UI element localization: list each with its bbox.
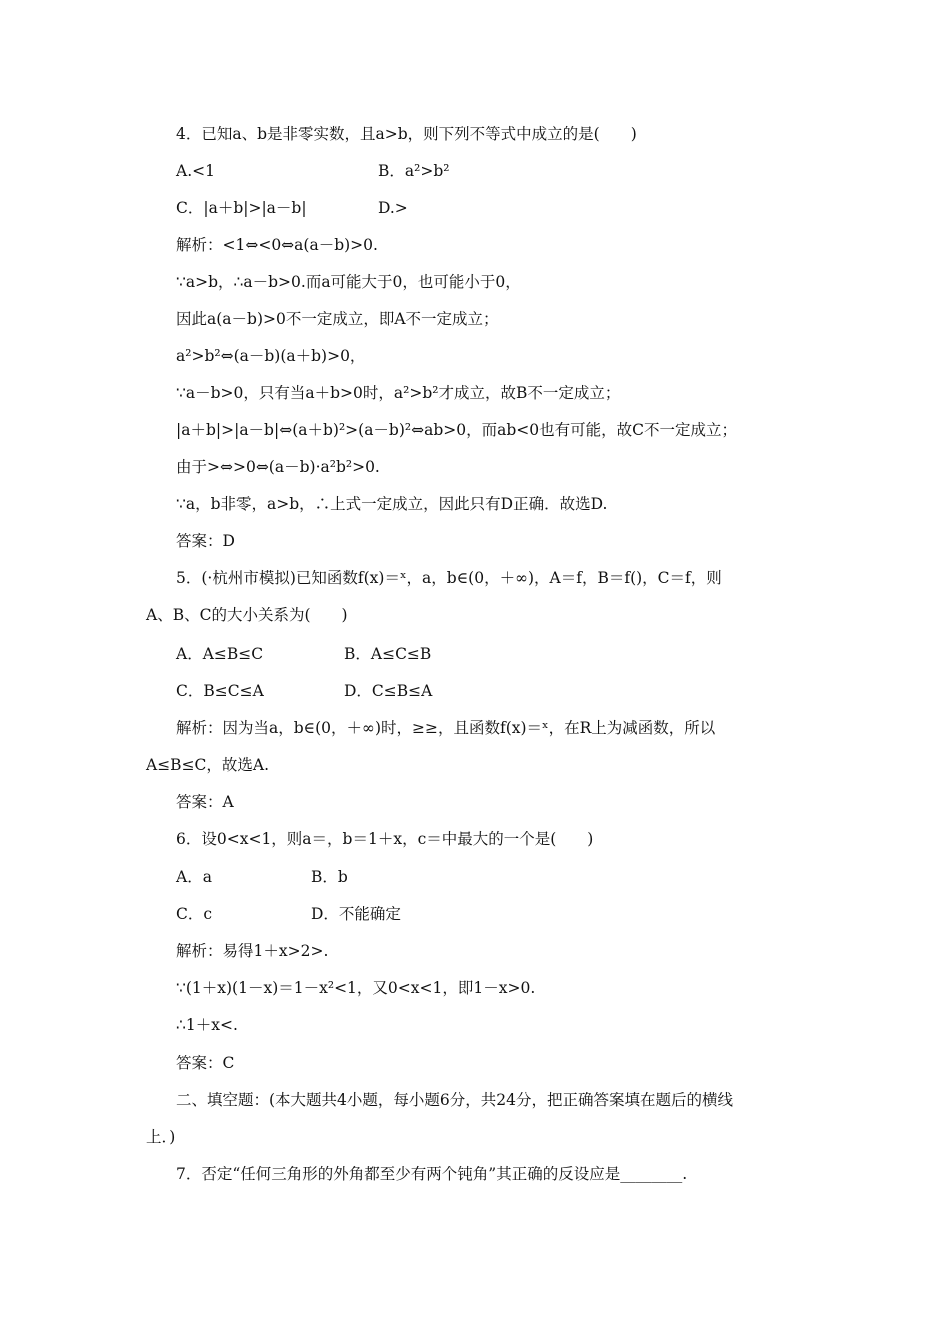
q4-solution-line: |a＋b|>|a－b|⇔(a＋b)²>(a－b)²⇔ab>0，而ab<0也有可能，故C不一定成立； [176,421,737,439]
q4-solution-line: ∵a>b，∴a－b>0.而a可能大于0，也可能小于0， [176,273,521,291]
q4-solution-line: ∵a－b>0，只有当a＋b>0时，a²>b²才成立，故B不一定成立； [176,384,621,402]
q4-solution-line: ∵a，b非零，a>b，∴上式一定成立，因此只有D正确．故选D. [176,495,608,513]
q6-stem: 6．设0<x<1，则a＝，b＝1＋x，c＝中最大的一个是( ) [176,830,594,848]
q4-solution-line: 因此a(a－b)>0不一定成立，即A不一定成立； [176,310,499,328]
q4-option-c: C．|a＋b|>|a－b| [176,199,307,217]
q4-solution-line: 解析：<1⇔<0⇔a(a－b)>0. [176,236,378,254]
section-heading-line1: 二、填空题：(本大题共4小题，每小题6分，共24分，把正确答案填在题后的横线 [176,1091,733,1109]
q5-option-b: B．A≤C≤B [344,645,432,663]
q4-option-a: A.<1 [176,162,215,180]
q7-stem: 7．否定“任何三角形的外角都至少有两个钝角”其正确的反设应是________. [176,1165,688,1183]
q6-solution-line: ∵(1＋x)(1－x)＝1－x²<1，又0<x<1，即1－x>0. [176,979,536,997]
q4-stem: 4．已知a、b是非零实数，且a>b，则下列不等式中成立的是( ) [176,125,637,143]
q5-option-d: D．C≤B≤A [344,682,433,700]
q5-answer: 答案：A [176,793,234,811]
q5-solution-line1: 解析：因为当a，b∈(0，＋∞)时，≥≥，且函数f(x)＝ˣ，在R上为减函数，所以 [176,719,716,737]
q4-option-d: D.> [378,199,408,217]
q5-solution-line2: A≤B≤C，故选A. [146,756,270,774]
q6-option-d: D．不能确定 [311,905,401,923]
q6-answer: 答案：C [176,1054,235,1072]
q4-solution-line: 由于>⇔>0⇔(a－b)·a²b²>0. [176,458,380,476]
q6-solution-line: 解析：易得1＋x>2>. [176,942,329,960]
q5-option-c: C．B≤C≤A [176,682,264,700]
q5-option-a: A．A≤B≤C [176,645,264,663]
q5-stem-line2: A、B、C的大小关系为( ) [146,606,348,624]
q6-option-c: C．c [176,905,213,923]
q4-option-b: B．a²>b² [378,162,450,180]
q4-answer: 答案：D [176,532,235,550]
q6-option-b: B．b [311,868,348,886]
q4-solution-line: a²>b²⇔(a－b)(a＋b)>0， [176,347,366,365]
q6-option-a: A．a [176,868,212,886]
q5-stem-line1: 5．(·杭州市模拟)已知函数f(x)＝ˣ，a，b∈(0，＋∞)，A＝f，B＝f()，C＝f，则 [176,569,722,587]
section-heading-line2: 上．) [146,1128,176,1146]
q6-solution-line: ∴1＋x<. [176,1016,238,1034]
